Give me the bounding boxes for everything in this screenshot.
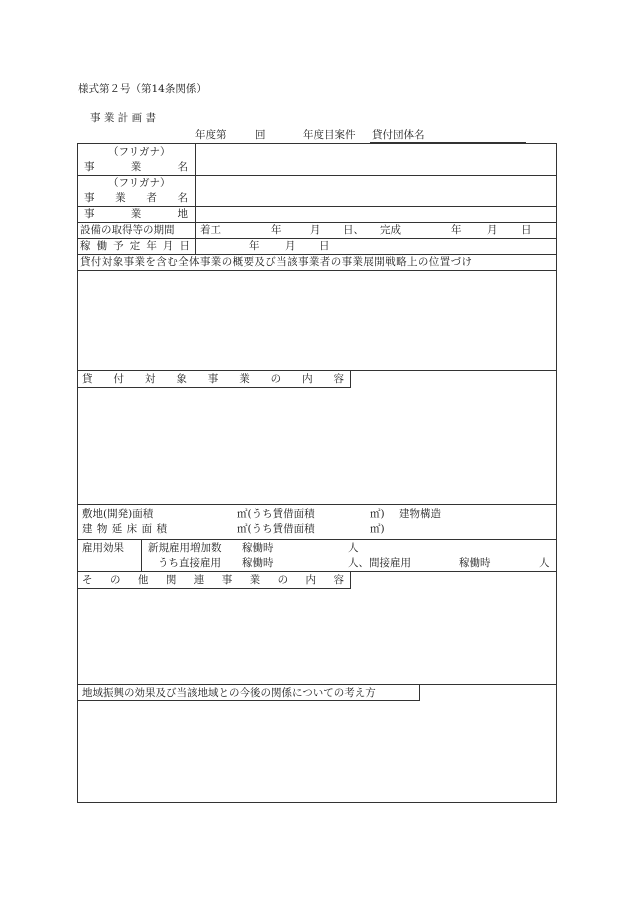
form-number: 様式第２号（第14条関係） (78, 83, 207, 95)
divider (77, 539, 556, 540)
location-field[interactable] (196, 207, 556, 222)
divider (77, 254, 556, 255)
op-day: 日 (319, 240, 330, 252)
year-label: 年度第 (195, 129, 227, 141)
direct-hire-label: うち直接雇用 (158, 557, 221, 569)
employment-label: 雇用効果 (82, 542, 124, 554)
regional-field[interactable] (78, 701, 556, 802)
start-month: 月 (310, 224, 321, 236)
start-year: 年 (271, 224, 282, 236)
box-edge (419, 684, 420, 701)
complete-day: 日 (521, 224, 532, 236)
divider (77, 571, 556, 572)
complete-label: 完成 (380, 224, 401, 236)
op-month: 月 (285, 240, 296, 252)
operator-name-label: 事 業 者 名 (84, 192, 188, 204)
new-hires-operating: 稼働時 (242, 542, 274, 554)
loan-content-heading: 貸 付 対 象 事 業 の 内 容 (82, 373, 344, 385)
box-edge (350, 571, 351, 589)
site-area-close: ㎡) (370, 508, 385, 520)
acquisition-period-label: 設備の取得等の期間 (80, 224, 175, 236)
case-label: 年度目案件 (303, 129, 356, 141)
indirect-hire-label: 人、間接雇用 (348, 557, 411, 569)
overview-heading: 貸付対象事業を含む全体事業の概要及び当該事業者の事業展開戦略上の位置づけ (80, 256, 473, 268)
floor-area-label: 建 物 延 床 面 積 (82, 523, 167, 535)
round-label: 回 (255, 129, 266, 141)
org-label: 貸付団体名 (372, 129, 425, 141)
project-name-label: 事 業 名 (84, 161, 188, 173)
new-hires-label: 新規雇用増加数 (148, 542, 222, 554)
project-name-field[interactable] (196, 144, 556, 175)
divider (77, 222, 556, 223)
operator-furigana-label: （フリガナ） (108, 177, 171, 189)
regional-heading: 地域振興の効果及び当該地域との今後の関係についての考え方 (82, 687, 376, 699)
indirect-persons: 人 (539, 557, 550, 569)
other-content-heading: そ の 他 関 連 事 業 の 内 容 (82, 574, 344, 586)
table-right-border (556, 143, 557, 803)
complete-year: 年 (451, 224, 462, 236)
op-year: 年 (249, 240, 260, 252)
overview-field[interactable] (78, 271, 556, 370)
complete-month: 月 (487, 224, 498, 236)
start-day: 日、 (343, 224, 364, 236)
divider (77, 238, 556, 239)
other-content-field[interactable] (78, 589, 556, 684)
new-hires-persons: 人 (348, 542, 359, 554)
operation-date-label: 稼 働 予 定 年 月 日 (80, 240, 190, 252)
loan-content-field[interactable] (78, 388, 556, 504)
box-edge (350, 370, 351, 388)
direct-operating: 稼働時 (242, 557, 274, 569)
start-label: 着工 (200, 224, 221, 236)
divider (77, 370, 556, 371)
site-area-label: 敷地(開発)面積 (82, 508, 154, 520)
location-label: 事 業 地 (84, 208, 188, 220)
document-title: 事 業 計 画 書 (90, 112, 156, 124)
operator-name-field[interactable] (196, 176, 556, 206)
divider (77, 504, 556, 505)
indirect-operating: 稼働時 (459, 557, 491, 569)
employment-divider (141, 539, 142, 571)
floor-area-close: ㎡) (370, 523, 385, 535)
table-bottom-border (77, 802, 556, 803)
structure-label: 建物構造 (399, 508, 441, 520)
divider (77, 684, 556, 685)
project-furigana-label: （フリガナ） (108, 146, 171, 158)
site-area-lease: ㎡(うち賃借面積 (237, 508, 315, 520)
floor-area-lease: ㎡(うち賃借面積 (237, 523, 315, 535)
